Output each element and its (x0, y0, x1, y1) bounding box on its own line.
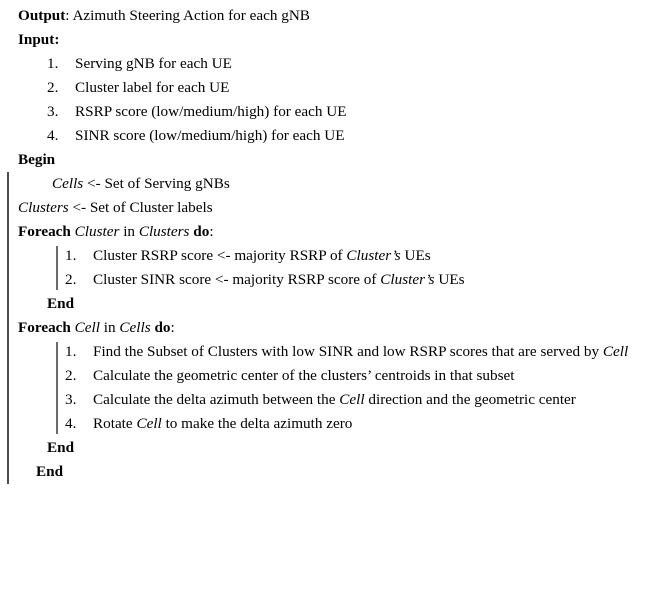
end-foreach-cluster: End (47, 295, 75, 312)
begin-keyword: Begin (18, 151, 56, 168)
step-text-emphasis: Cluster’s (346, 247, 401, 264)
list-item-text (93, 412, 650, 436)
step-text-post: to make the delta azimuth zero (161, 415, 353, 432)
list-item-text (93, 364, 650, 388)
foreach-cluster-header (18, 220, 650, 244)
loop-collection: Clusters (138, 223, 190, 240)
foreach-keyword: Foreach (18, 223, 71, 240)
list-item (18, 76, 650, 100)
list-item-number: 4. (65, 415, 77, 432)
algorithm-body (0, 172, 650, 484)
output-separator: : (65, 7, 73, 24)
loop-variable: Cell (74, 319, 100, 336)
foreach-cluster-body (18, 244, 650, 292)
input-label: Input (18, 31, 55, 48)
list-item (18, 364, 650, 388)
assignment-cells (18, 172, 650, 196)
colon: : (209, 223, 214, 240)
step-text-emphasis: Cluster’s (380, 271, 435, 288)
colon: : (170, 319, 175, 336)
step-text-pre: Cluster SINR score <- majority RSRP score of (93, 271, 381, 288)
list-item (18, 52, 650, 76)
list-item (18, 340, 650, 364)
step-text-pre: Calculate the delta azimuth between the (93, 391, 340, 408)
do-keyword: do (193, 223, 210, 240)
output-text: Azimuth Steering Action for each gNB (72, 7, 310, 24)
cluster-steps-list (18, 244, 650, 292)
variable-cells: Cells (52, 175, 84, 192)
input-line (18, 28, 650, 52)
list-item (18, 100, 650, 124)
list-item-text (93, 244, 650, 268)
step-text-pre: Find the Subset of Clusters with low SINR and low RSRP scores that are served by (93, 343, 603, 360)
input-separator: : (54, 31, 60, 48)
algorithm-header (0, 4, 650, 148)
step-text-pre: Rotate (93, 415, 137, 432)
step-text-pre: Cluster RSRP score <- majority RSRP of (93, 247, 347, 264)
step-text-post: UEs (434, 271, 465, 288)
foreach-cell-body (18, 340, 650, 436)
list-item-number: 3. (65, 391, 77, 408)
variable-clusters: Clusters (18, 199, 69, 216)
loop-collection: Cells (119, 319, 151, 336)
step-text-emphasis: Cell (602, 343, 629, 360)
in-keyword: in (99, 319, 120, 336)
step-text-emphasis: Cell (339, 391, 365, 408)
list-item-text: SINR score (low/medium/high) for each UE (75, 127, 345, 144)
step-text-pre: Calculate the geometric center of the clusters’ centroids in that subset (93, 367, 515, 384)
loop-variable: Cluster (74, 223, 120, 240)
step-text-emphasis: Cell (136, 415, 162, 432)
list-item (18, 388, 650, 412)
cell-steps-list (18, 340, 650, 436)
list-item-number: 2. (47, 79, 59, 96)
list-item-number: 1. (65, 343, 77, 360)
list-item-text (93, 340, 650, 364)
end-foreach-cell: End (47, 439, 75, 456)
list-item-text (93, 268, 650, 292)
list-item-text (93, 388, 650, 412)
foreach-keyword: Foreach (18, 319, 71, 336)
do-keyword: do (154, 319, 171, 336)
foreach-cell-header (18, 316, 650, 340)
step-text-post: UEs (400, 247, 431, 264)
list-item (18, 412, 650, 436)
input-list (18, 52, 650, 148)
assignment-cells-text: <- Set of Serving gNBs (83, 175, 230, 192)
assignment-clusters (18, 196, 650, 220)
list-item-number: 1. (65, 247, 77, 264)
output-label: Output (18, 7, 66, 24)
output-line (18, 4, 650, 28)
list-item-number: 2. (65, 271, 77, 288)
list-item (18, 244, 650, 268)
assignment-clusters-text: <- Set of Cluster labels (68, 199, 213, 216)
list-item-number: 2. (65, 367, 77, 384)
list-item-number: 1. (47, 55, 59, 72)
list-item-text: Serving gNB for each UE (75, 55, 232, 72)
list-item (18, 268, 650, 292)
list-item-number: 3. (47, 103, 59, 120)
list-item-text: RSRP score (low/medium/high) for each UE (75, 103, 347, 120)
end-algorithm: End (36, 463, 64, 480)
list-item (18, 124, 650, 148)
step-text-post: direction and the geometric center (364, 391, 576, 408)
list-item-text: Cluster label for each UE (75, 79, 230, 96)
in-keyword: in (119, 223, 139, 240)
list-item-number: 4. (47, 127, 59, 144)
